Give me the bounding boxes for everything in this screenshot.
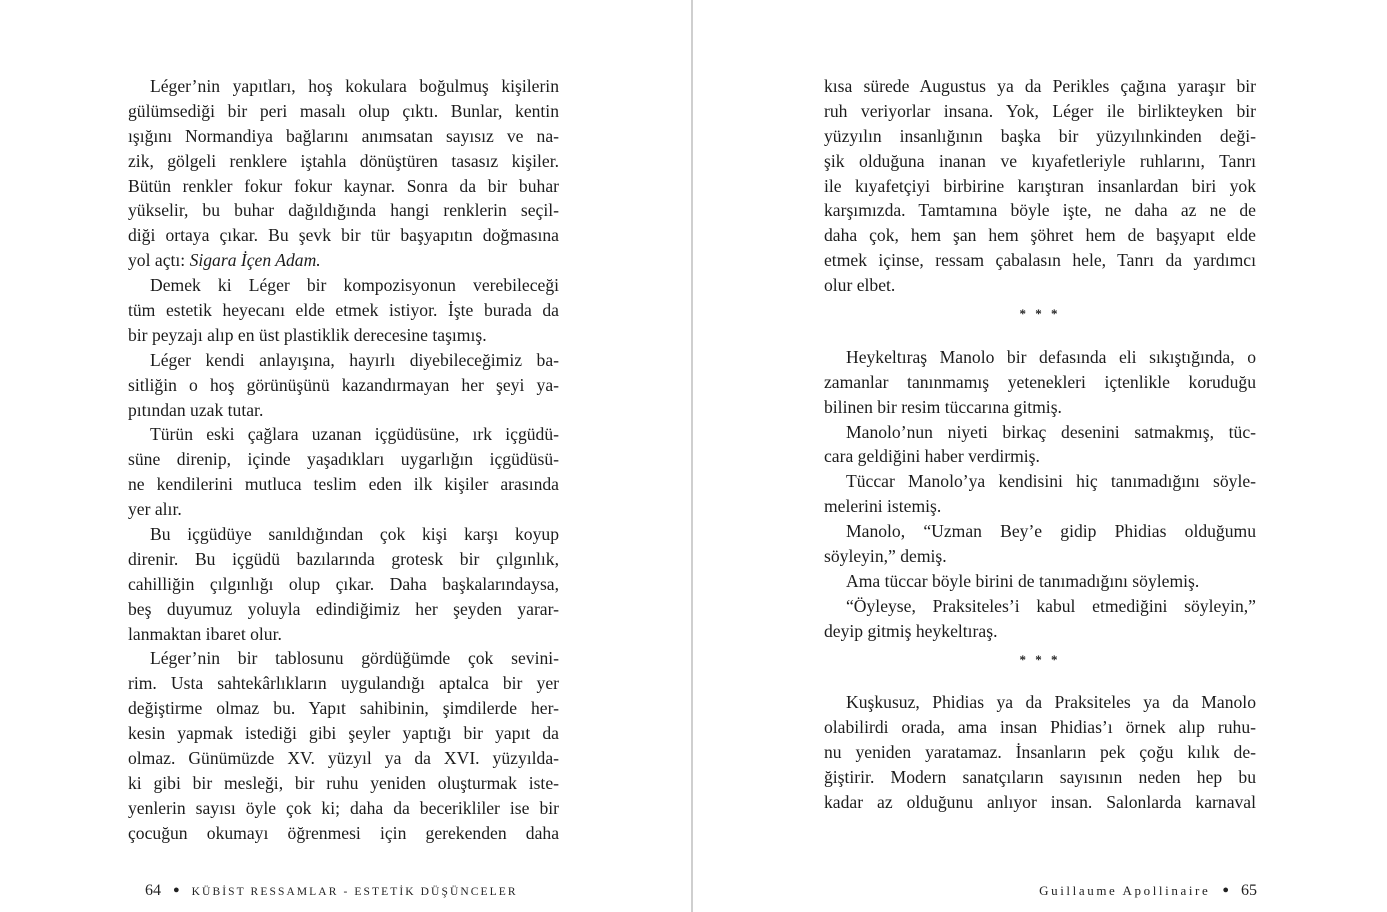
text-line — [128, 696, 559, 721]
line-text: Ama tüccar böyle birini de tanımadığını söylemiş. — [846, 570, 1200, 591]
text-line — [128, 671, 559, 696]
section-spacer — [824, 327, 1256, 345]
text-line — [128, 298, 559, 323]
line-text: olur elbet. — [824, 275, 896, 296]
text-line — [824, 469, 1256, 494]
text-line — [128, 447, 559, 472]
line-text: Bu içgüdüye sanıldığından çok kişi karşı koyup — [150, 524, 559, 545]
left-page-body-text — [128, 74, 559, 846]
line-text: pıtından uzak tutar. — [128, 399, 264, 420]
text-line — [824, 765, 1256, 790]
footer-bullet-icon: ● — [173, 884, 180, 896]
line-text: Manolo’nun niyeti birkaç desenini satmakmış, tüc- — [846, 421, 1256, 442]
text-line — [128, 223, 559, 248]
text-line — [128, 572, 559, 597]
footer-bullet-icon: ● — [1222, 884, 1229, 896]
text-line — [128, 248, 559, 273]
text-line — [824, 420, 1256, 445]
text-line — [128, 771, 559, 796]
page-number-left: 64 — [145, 882, 161, 899]
text-line — [128, 522, 559, 547]
line-text: lanmaktan ibaret olur. — [128, 623, 282, 644]
line-text: olabilirdi orada, ama insan Phidias’ı örnek alıp ruhu- — [824, 717, 1256, 738]
text-line — [824, 99, 1256, 124]
text-line — [128, 746, 559, 771]
line-text: söyleyin,” demiş. — [824, 546, 947, 567]
text-line — [128, 124, 559, 149]
text-line — [824, 544, 1256, 569]
text-line — [824, 223, 1256, 248]
line-text: bir peyzajı alıp en üst plastiklik derecesine taşımış. — [128, 324, 487, 345]
left-page — [0, 0, 692, 912]
line-text: daha çok, hem şan hem şöhret hem de başyapıt elde — [824, 225, 1256, 246]
right-page-footer — [1039, 880, 1257, 902]
line-text: Léger’nin bir tablosunu gördüğümde çok sevini- — [150, 648, 559, 669]
text-line — [128, 99, 559, 124]
text-line — [128, 149, 559, 174]
text-line — [128, 74, 559, 99]
section-separator: * * * — [1019, 651, 1061, 667]
line-text: melerini istemiş. — [824, 496, 942, 517]
section-separator: * * * — [1019, 306, 1061, 322]
text-line — [824, 248, 1256, 273]
text-line — [824, 619, 1256, 644]
line-text: kesin yapmak istediği gibi şeyler yaptığı bir yapıt da — [128, 723, 559, 744]
line-text: cahilliğin çılgınlığı olup çıkar. Daha başkalarındaysa, — [128, 573, 559, 594]
text-line — [128, 198, 559, 223]
line-text: karşımızda. Tamtamına böyle işte, ne daha az ne de — [824, 200, 1256, 221]
line-text: tüm estetik heyecanı elde etmek istiyor. İşte burada da — [128, 300, 559, 321]
line-text: zik, gölgeli renklere iştahla dönüştüren tasasız kişiler. — [128, 150, 559, 171]
line-text: deyip gitmiş heykeltıraş. — [824, 620, 998, 641]
text-line — [824, 345, 1256, 370]
text-line — [824, 273, 1256, 298]
text-line — [824, 149, 1256, 174]
text-line — [128, 174, 559, 199]
line-text: beş duyumuz yoluyla edindiğimiz her şeyden yarar- — [128, 598, 559, 619]
text-line — [824, 569, 1256, 594]
text-line — [824, 395, 1256, 420]
left-page-footer — [145, 880, 518, 902]
line-text: nu yeniden yaratamaz. İnsanların pek çoğu kılık de- — [824, 742, 1256, 763]
line-text: sitliğin o hoş görünüşünü kazandırmayan her şeyi ya- — [128, 374, 559, 395]
line-text: Demek ki Léger bir kompozisyonun verebileceği — [150, 275, 559, 296]
line-text: Türün eski çağlara uzanan içgüdüsüne, ırk içgüdü- — [150, 424, 559, 445]
line-text: Manolo, “Uzman Bey’e gidip Phidias olduğumu — [846, 521, 1256, 542]
line-text: ne kendilerini mutluca teslim eden ilk kişiler arasında — [128, 474, 559, 495]
line-text: kısa sürede Augustus ya da Perikles çağına yaraşır bir — [824, 76, 1256, 96]
line-text: yer alır. — [128, 499, 182, 520]
line-text: yüzyılın insanlığının başka bir yüzyılınkinden deği- — [824, 125, 1256, 146]
text-line — [128, 721, 559, 746]
text-line — [128, 597, 559, 622]
line-text: Bütün renkler fokur fokur kaynar. Sonra da bir buhar — [128, 175, 559, 196]
text-line — [824, 444, 1256, 469]
line-text: direnir. Bu içgüdü bazılarında grotesk bir çılgınlık, — [128, 548, 559, 569]
line-text: süne direnip, içinde yaşadıkları uygarlığın içgüdüsü- — [128, 449, 559, 470]
line-text: etmek içinse, ressam çabalasın hele, Tanrı da yardımcı — [824, 250, 1256, 271]
text-line — [128, 323, 559, 348]
line-text: rim. Usta sahtekârlıkların uygulandığı aptalca bir yer — [128, 673, 559, 694]
text-line — [824, 594, 1256, 619]
line-text: cara geldiğini haber verdirmiş. — [824, 446, 1040, 467]
text-line — [824, 740, 1256, 765]
line-text: Tüccar Manolo’ya kendisini hiç tanımadığını söyle- — [846, 471, 1256, 492]
line-text: ki gibi bir mesleği, bir ruhu yeniden oluşturmak iste- — [128, 772, 559, 793]
line-text: yükselir, bu buhar dağıldığında hangi renklerin seçil- — [128, 200, 559, 221]
text-line — [824, 519, 1256, 544]
text-line — [824, 790, 1256, 815]
text-line — [128, 646, 559, 671]
line-text: Heykeltıraş Manolo bir defasında eli sıkıştığında, o — [846, 346, 1256, 367]
line-text: gülümsediği bir peri masalı olup çıktı. Bunlar, kentin — [128, 100, 559, 121]
text-line — [128, 273, 559, 298]
line-text: Léger’nin yapıtları, hoş kokulara boğulmuş kişilerin — [150, 76, 559, 96]
text-line — [128, 422, 559, 447]
line-text: “Öyleyse, Praksiteles’i kabul etmediğini söyleyin,” — [846, 595, 1256, 616]
text-line — [128, 373, 559, 398]
text-line — [824, 198, 1256, 223]
text-line — [824, 74, 1256, 99]
section-spacer — [824, 672, 1256, 690]
line-text: bilinen bir resim tüccarına gitmiş. — [824, 396, 1062, 417]
line-text: ışığını Normandiya bağlarını anımsatan sayısız ve na- — [128, 125, 559, 146]
text-line — [824, 715, 1256, 740]
line-text: ğiştirir. Modern sanatçıların sayısının neden hep bu — [824, 767, 1256, 788]
text-line — [128, 796, 559, 821]
line-text: olmaz. Günümüzde XV. yüzyıl ya da XVI. yüzyılda- — [128, 748, 559, 769]
text-line — [824, 174, 1256, 199]
italic-title: Sigara İçen Adam. — [189, 250, 321, 271]
text-line — [128, 547, 559, 572]
text-line — [128, 497, 559, 522]
text-line — [824, 494, 1256, 519]
line-text: ruh veriyorlar insana. Yok, Léger ile birlikteyken bir — [824, 100, 1256, 121]
line-text: yenlerin sayısı öyle çok ki; daha da becerikliler ise bir — [128, 797, 559, 818]
line-text: çocuğun okumayı öğrenmesi için gerekenden daha — [128, 822, 559, 843]
line-text: Kuşkusuz, Phidias ya da Praksiteles ya da Manolo — [846, 692, 1256, 713]
text-line — [128, 622, 559, 647]
text-line — [824, 690, 1256, 715]
page-number-right: 65 — [1241, 882, 1257, 899]
line-text: diği ortaya çıkar. Bu şevk bir tür başyapıtın doğmasına — [128, 225, 559, 246]
text-line — [128, 821, 559, 846]
text-line — [128, 348, 559, 373]
running-head-book-title: KÜBİST RESSAMLAR - ESTETİK DÜŞÜNCELER — [191, 886, 518, 898]
line-text: zamanlar tanınmamış yetenekleri içtenlikle koruduğu — [824, 371, 1256, 392]
line-text: değiştirme olmaz bu. Yapıt sahibinin, şimdilerde her- — [128, 698, 559, 719]
line-text: Léger kendi anlayışına, hayırlı diyebileceğimiz ba- — [150, 349, 559, 370]
right-page-body-text — [824, 74, 1256, 815]
line-text: kadar az olduğunu anlıyor insan. Salonlarda karnaval — [824, 792, 1256, 813]
line-text: ile kıyafetçiyi birbirine karıştıran insanlardan biri yok — [824, 175, 1256, 196]
right-page — [693, 0, 1387, 912]
text-line — [824, 370, 1256, 395]
running-head-author: Guillaume Apollinaire — [1039, 883, 1211, 898]
text-line — [128, 398, 559, 423]
line-text: şik olduğuna inanan ve kıyafetleriyle ruhlarını, Tanrı — [824, 150, 1256, 171]
line-text: yol açtı: — [128, 250, 190, 271]
text-line — [824, 124, 1256, 149]
text-line — [128, 472, 559, 497]
